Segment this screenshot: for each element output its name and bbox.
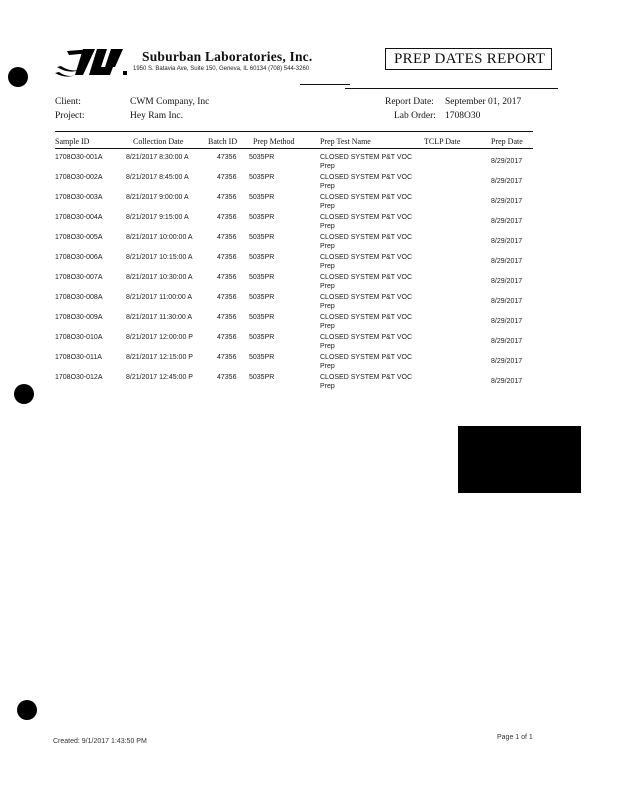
test-line-1: CLOSED SYSTEM P&T VOC: [320, 214, 413, 221]
cell-batch-id: 47356: [217, 274, 237, 281]
test-line-1: CLOSED SYSTEM P&T VOC: [320, 334, 413, 341]
test-line-1: CLOSED SYSTEM P&T VOC: [320, 294, 413, 301]
test-line-1: CLOSED SYSTEM P&T VOC: [320, 174, 413, 181]
project-label: Project:: [55, 111, 85, 121]
test-line-1: CLOSED SYSTEM P&T VOC: [320, 354, 413, 361]
test-line-2: Prep: [320, 162, 335, 170]
test-line-2: Prep: [320, 382, 335, 390]
page-number: Page 1 of 1: [497, 734, 533, 741]
cell-sample-id: 1708O30-003A: [55, 194, 103, 201]
lab-order-value: 1708O30: [445, 111, 481, 121]
cell-sample-id: 1708O30-010A: [55, 334, 103, 341]
company-name: Suburban Laboratories, Inc.: [142, 49, 313, 64]
cell-prep-method: 5035PR: [249, 314, 275, 321]
table-header-rule: [55, 148, 533, 149]
table-row: [0, 274, 618, 294]
cell-batch-id: 47356: [217, 294, 237, 301]
lab-order-label: Lab Order:: [394, 111, 436, 121]
cell-prep-date: 8/29/2017: [491, 158, 523, 165]
cell-batch-id: 47356: [217, 154, 237, 161]
cell-prep-test-name: [320, 274, 412, 291]
cell-collection-date: 8/21/2017 11:30:00 A: [126, 314, 193, 321]
redaction-block: [458, 426, 581, 493]
table-row: [0, 334, 618, 354]
cell-prep-date: 8/29/2017: [491, 358, 523, 365]
cell-sample-id: 1708O30-008A: [55, 294, 103, 301]
header-rule-left: [300, 84, 350, 85]
table-row: [0, 354, 618, 374]
cell-prep-date: 8/29/2017: [491, 318, 523, 325]
col-header-collection-date: Collection Date: [133, 137, 184, 146]
client-label: Client:: [55, 97, 81, 107]
cell-collection-date: 8/21/2017 10:15:00 A: [126, 254, 193, 261]
test-line-1: CLOSED SYSTEM P&T VOC: [320, 314, 413, 321]
table-row: [0, 154, 618, 174]
cell-sample-id: 1708O30-005A: [55, 234, 103, 241]
cell-sample-id: 1708O30-009A: [55, 314, 103, 321]
cell-collection-date: 8/21/2017 11:00:00 A: [126, 294, 193, 301]
cell-prep-method: 5035PR: [249, 254, 275, 261]
test-line-2: Prep: [320, 222, 335, 230]
cell-sample-id: 1708O30-002A: [55, 174, 103, 181]
cell-sample-id: 1708O30-006A: [55, 254, 103, 261]
test-line-1: CLOSED SYSTEM P&T VOC: [320, 374, 413, 381]
created-timestamp: Created: 9/1/2017 1:43:50 PM: [53, 738, 147, 745]
punch-hole-bottom: [17, 700, 37, 720]
test-line-2: Prep: [320, 362, 335, 370]
cell-prep-date: 8/29/2017: [491, 218, 523, 225]
cell-collection-date: 8/21/2017 12:15:00 P: [126, 354, 193, 361]
test-line-2: Prep: [320, 242, 335, 250]
table-row: [0, 294, 618, 314]
cell-prep-method: 5035PR: [249, 194, 275, 201]
col-header-prep-method: Prep Method: [253, 137, 295, 146]
cell-prep-test-name: [320, 194, 412, 211]
cell-prep-date: 8/29/2017: [491, 378, 523, 385]
cell-prep-date: 8/29/2017: [491, 278, 523, 285]
cell-prep-method: 5035PR: [249, 214, 275, 221]
col-header-prep-date: Prep Date: [491, 137, 523, 146]
cell-prep-test-name: [320, 154, 412, 171]
test-line-2: Prep: [320, 282, 335, 290]
cell-prep-date: 8/29/2017: [491, 198, 523, 205]
col-header-prep-test-name: Prep Test Name: [320, 137, 371, 146]
test-line-2: Prep: [320, 202, 335, 210]
table-top-rule: [55, 131, 533, 132]
cell-prep-date: 8/29/2017: [491, 178, 523, 185]
cell-prep-date: 8/29/2017: [491, 298, 523, 305]
test-line-1: CLOSED SYSTEM P&T VOC: [320, 234, 413, 241]
test-line-1: CLOSED SYSTEM P&T VOC: [320, 154, 413, 161]
company-logo: [53, 45, 131, 83]
cell-prep-method: 5035PR: [249, 354, 275, 361]
cell-collection-date: 8/21/2017 12:45:00 P: [126, 374, 193, 381]
cell-prep-method: 5035PR: [249, 274, 275, 281]
header-rule-right: [345, 88, 558, 89]
report-date-label: Report Date:: [385, 97, 434, 107]
test-line-2: Prep: [320, 262, 335, 270]
table-row: [0, 234, 618, 254]
cell-collection-date: 8/21/2017 12:00:00 P: [126, 334, 193, 341]
company-address: 1950 S. Batavia Ave, Suite 150, Geneva, IL 60134 (708) 544-3260: [133, 66, 310, 72]
test-line-2: Prep: [320, 342, 335, 350]
table-row: [0, 374, 618, 394]
cell-prep-method: 5035PR: [249, 234, 275, 241]
cell-sample-id: 1708O30-007A: [55, 274, 103, 281]
cell-prep-method: 5035PR: [249, 374, 275, 381]
test-line-1: CLOSED SYSTEM P&T VOC: [320, 274, 413, 281]
cell-batch-id: 47356: [217, 354, 237, 361]
cell-collection-date: 8/21/2017 8:45:00 A: [126, 174, 189, 181]
cell-collection-date: 8/21/2017 10:30:00 A: [126, 274, 193, 281]
cell-batch-id: 47356: [217, 174, 237, 181]
cell-sample-id: 1708O30-004A: [55, 214, 103, 221]
cell-batch-id: 47356: [217, 334, 237, 341]
cell-prep-date: 8/29/2017: [491, 258, 523, 265]
cell-prep-method: 5035PR: [249, 154, 275, 161]
cell-prep-test-name: [320, 234, 412, 251]
cell-prep-date: 8/29/2017: [491, 238, 523, 245]
cell-prep-test-name: [320, 214, 412, 231]
cell-prep-test-name: [320, 294, 412, 311]
cell-prep-test-name: [320, 314, 412, 331]
cell-batch-id: 47356: [217, 254, 237, 261]
cell-collection-date: 8/21/2017 9:15:00 A: [126, 214, 189, 221]
test-line-2: Prep: [320, 322, 335, 330]
client-value: CWM Company, Inc: [130, 97, 210, 107]
cell-sample-id: 1708O30-011A: [55, 354, 102, 361]
col-header-sample-id: Sample ID: [55, 137, 90, 146]
cell-batch-id: 47356: [217, 234, 237, 241]
test-line-1: CLOSED SYSTEM P&T VOC: [320, 194, 413, 201]
cell-collection-date: 8/21/2017 8:30:00 A: [126, 154, 189, 161]
cell-batch-id: 47356: [217, 374, 237, 381]
cell-sample-id: 1708O30-001A: [55, 154, 103, 161]
cell-prep-test-name: [320, 374, 412, 391]
cell-batch-id: 47356: [217, 214, 237, 221]
cell-collection-date: 8/21/2017 10:00:00 A: [126, 234, 193, 241]
report-date-value: September 01, 2017: [445, 97, 522, 107]
col-header-tclp-date: TCLP Date: [424, 137, 461, 146]
cell-prep-method: 5035PR: [249, 294, 275, 301]
table-row: [0, 214, 618, 234]
cell-prep-test-name: [320, 334, 412, 351]
cell-prep-test-name: [320, 254, 412, 271]
col-header-batch-id: Batch ID: [208, 137, 238, 146]
cell-prep-test-name: [320, 354, 412, 371]
cell-batch-id: 47356: [217, 314, 237, 321]
punch-hole-top: [8, 67, 28, 87]
table-row: [0, 174, 618, 194]
test-line-1: CLOSED SYSTEM P&T VOC: [320, 254, 413, 261]
test-line-2: Prep: [320, 302, 335, 310]
cell-collection-date: 8/21/2017 9:00:00 A: [126, 194, 189, 201]
project-value: Hey Ram Inc.: [130, 111, 184, 121]
cell-prep-method: 5035PR: [249, 334, 275, 341]
table-row: [0, 314, 618, 334]
report-title: PREP DATES REPORT: [385, 48, 552, 70]
test-line-2: Prep: [320, 182, 335, 190]
table-row: [0, 194, 618, 214]
table-row: [0, 254, 618, 274]
cell-prep-test-name: [320, 174, 412, 191]
cell-batch-id: 47356: [217, 194, 237, 201]
cell-prep-method: 5035PR: [249, 174, 275, 181]
cell-sample-id: 1708O30-012A: [55, 374, 103, 381]
cell-prep-date: 8/29/2017: [491, 338, 523, 345]
